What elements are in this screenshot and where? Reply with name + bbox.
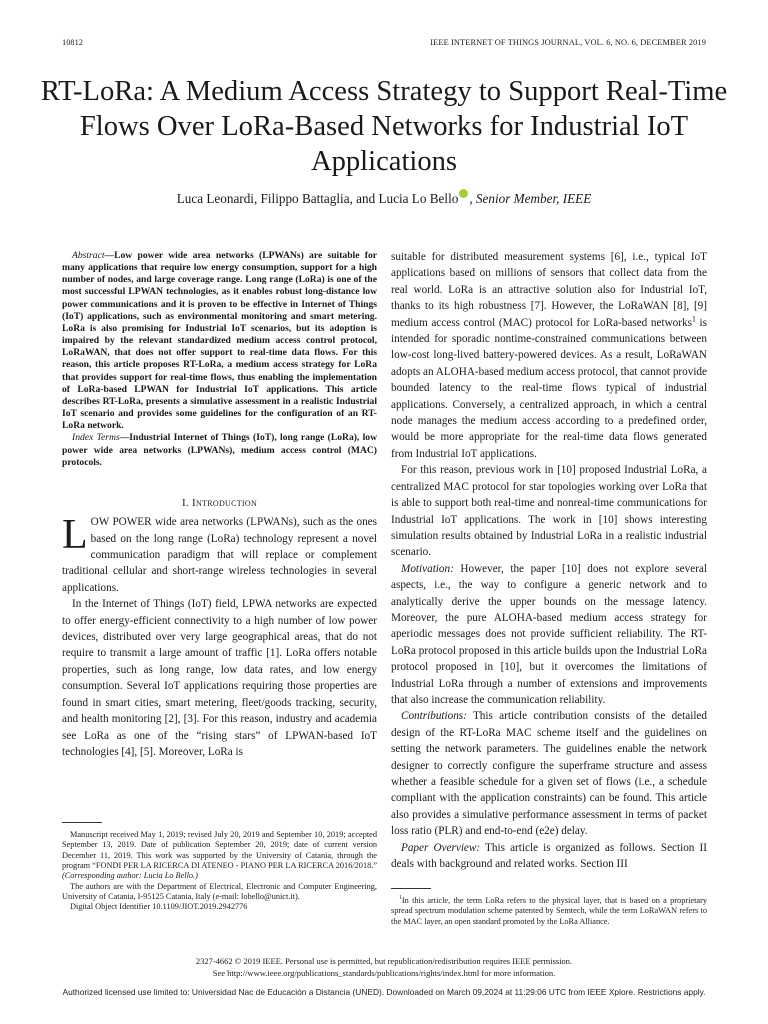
footnote-marker[interactable]: 1 [691,313,696,323]
index-terms-text: —Industrial Internet of Things (IoT), long range (LoRa), low power wide area networks (LPWANs), medium access control (MAC) protocols. [62,432,377,468]
running-header: IEEE INTERNET OF THINGS JOURNAL, VOL. 6, NO. 6, DECEMBER 2019 [430,38,706,47]
footnote-rule-right [391,888,431,889]
right-paragraph-1b: is intended for sporadic nontime-constrained communications between low-cost long-lived battery-powered devices. As a result, LoRaWAN adopts an ALOHA-based medium access protocol, that cannot provide bounded latency to the real-time flows typical of industrial applications. Conversely, a centralized approach, in which a central node manages the medium access according to a predefined order, would be more appropriate for the real-time data flows generated from Industrial IoT applications. [391,316,707,460]
intro-paragraph-1 [62,514,377,596]
contributions-label: Contributions: [401,710,467,723]
abstract [62,250,377,432]
contributions-text: This article contribution consists of the detailed design of the RT-LoRa MAC scheme itself and the guidelines on setting the network parameters. The guidelines enable the network designer to correctly configure the superframe structure and assess whether a feasible schedule for a given set of flows (i.e., a schedule compliant with the application constraints) can be found. This article also provides a simulative performance assessment in terms of packet loss ratio (PLR) and end-to-end (e2e) delay. [391,710,707,838]
lora-footnote [391,896,707,927]
orcid-icon[interactable] [459,189,468,198]
author-affiliation: The authors are with the Department of Electrical, Electronic and Computer Engineering, University of Catania, I-95125 Catania, Italy (e-mail: lobello@unict.it). [62,881,377,902]
intro-paragraph-1-text: OW POWER wide area networks (LPWANs), such as the ones based on the long range (LoRa) technology represent a novel communication paradigm that will replace or complement traditional cellular and short-range wireless technologies in several applications. [62,516,377,594]
motivation-text: However, the paper [10] does not explore several aspects, i.e., the way to configure a generic network and to analytically derive the upper bounds on the message latency. Moreover, the pure ALOHA-based medium access strategy for aperiodic messages does not provide sufficient reliability. The RT-LoRa protocol proposed in this article builds upon the Industrial LoRa protocol proposed in [10], but it overcomes the limitations of Industrial LoRa through a number of extensions and improvements that also increase the communication reliability. [391,562,707,706]
left-column [62,250,377,760]
paper-title: RT-LoRa: A Medium Access Strategy to Support Real-Time Flows Over LoRa-Based Networks for Industrial IoT Applications [40,76,728,178]
overview-text: This article is organized as follows. Section II deals with background and related works. Section III [391,841,708,871]
right-paragraph-1a: suitable for distributed measurement systems [6], i.e., typical IoT applications based on millions of sensors that collect data from the real world. LoRa is an attractive solution also for Industrial IoT, thanks to its high robustness [7]. However, the LoRaWAN [8], [9] medium access control (MAC) protocol for LoRa-based networks [391,251,707,329]
right-paragraph-1 [391,249,707,462]
author-line [40,189,728,207]
manuscript-info [62,830,377,882]
copyright-notice [40,956,728,979]
motivation-label: Motivation: [401,562,454,575]
abstract-text: —Low power wide area networks (LPWANs) are suitable for many applications that require low energy consumption, support for a high number of nodes, and large coverage range. Long range (LoRa) is one of the most successful LPWAN technologies, as it enables robust long-distance low power communications and it is proven to be effective in Internet of Things (IoT) applications, such as environmental monitoring and smart metering. LoRa is also promising for Industrial IoT scenarios, but its adoption is impaired by the relevant standardized medium access control protocol, LoRaWAN, that does not offer support to real-time data flows. For this reason, this article proposes RT-LoRa, a medium access strategy for LoRa that provides support for real-time flows, thus enabling the implementation of LoRa-based LPWAN for Industrial IoT applications. This article describes RT-LoRa, presents a simulative assessment in a realistic Industrial IoT scenario and provides some guidelines for the configuration of an RT-LoRa network. [62,250,377,432]
copyright-line-1: 2327-4662 © 2019 IEEE. Personal use is permitted, but republication/redistribution requires IEEE permission. [195,956,573,966]
right-column [391,249,707,872]
copyright-line-2: See http://www.ieee.org/publications_standards/publications/rights/index.html for more information. [212,967,556,978]
corresponding-author: (Corresponding author: Lucia Lo Bello.) [62,871,198,881]
manuscript-dates: Manuscript received May 1, 2019; revised July 20, 2019 and September 10, 2019; accepted September 13, 2019. Date of publication September 20, 2019; date of current version December 11, 2019. This work was supported by the University of Catania, through the program “FONDI PER LA RICERCA DI ATENEO - PIANO PER LA RICERCA 2016/2018.” [62,830,377,871]
footnote-rule [62,822,102,823]
doi: Digital Object Identifier 10.1109/JIOT.2019.2942776 [70,902,248,912]
lora-footnote-text: In this article, the term LoRa refers to the physical layer, that is based on a proprietary spread spectrum modulation scheme patented by Semtech, while the term LoRaWAN refers to the MAC layer, an open standard promoted by the LoRa Alliance. [391,896,707,926]
author-names: Luca Leonardi, Filippo Battaglia, and Lucia Lo Bello [176,191,459,206]
abstract-label: Abstract [72,250,105,261]
page-number: 10812 [62,38,83,47]
manuscript-footnote [62,830,377,913]
index-terms [62,432,377,468]
author-membership: , Senior Member, IEEE [469,191,592,206]
license-bar: Authorized licensed use limited to: Universidad Nac de Educación a Distancia (UNED). Downloaded on March 09,2024 at 11:29:06 UTC from IEEE Xplore. Restrictions apply. [62,987,706,997]
overview-paragraph [391,840,707,873]
right-paragraph-2: For this reason, previous work in [10] proposed Industrial LoRa, a centralized MAC protocol for star topologies working over LoRa that is able to support both real-time and nonreal-time communications for Industrial IoT applications. The work in [10] shows interesting simulation results obtained by Industrial LoRa in a realistic industrial scenario. [391,464,707,559]
overview-label: Paper Overview: [401,841,481,854]
drop-cap: L [62,512,88,559]
index-terms-label: Index Terms [72,432,120,444]
section-heading: I. Introduction [181,496,258,509]
motivation-paragraph [391,561,707,709]
intro-paragraph-2: In the Internet of Things (IoT) field, LPWA networks are expected to offer energy-efficient connectivity to a high number of low power devices, distributed over very large geographical areas, that do not require to transmit a large amount of traffic [1]. LoRa offers notable properties, such as long range, low data rates, and low energy consumption. Several IoT applications requiring those properties are found in smart cities, smart metering, fleet/goods tracking, security, and health monitoring [2], [3]. For this reason, industry and academia see LoRa as one of the “rising stars” of LPWAN-based IoT technologies [4], [5]. Moreover, LoRa is [62,598,377,758]
contributions-paragraph [391,708,707,839]
footnote-number: 1 [399,895,402,902]
